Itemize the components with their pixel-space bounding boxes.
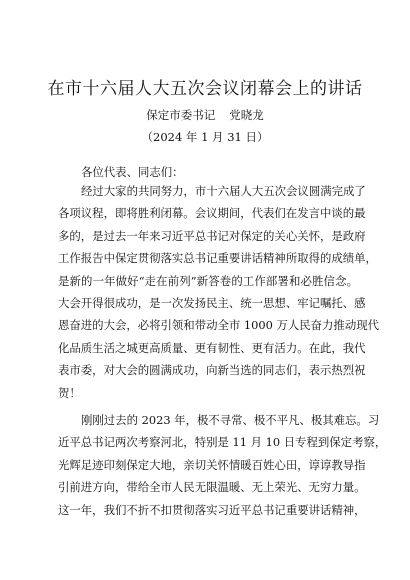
document-title: 在市十六届人大五次会议闭幕会上的讲话 bbox=[47, 79, 363, 99]
paragraph-line: 刚刚过去的 2023 年，极不寻常、极不平凡、极其难忘。习 bbox=[81, 413, 380, 427]
paragraph-line: 多的，是过去一年来习近平总书记对保定的关心关怀，是政府 bbox=[58, 228, 366, 243]
paragraph-1 bbox=[58, 180, 379, 404]
paragraph-2 bbox=[58, 409, 387, 521]
paragraph-line: 各项议程，即将胜利闭幕。会议期间，代表们在发言中谈的最 bbox=[58, 206, 366, 221]
paragraph-line: 化品质生活之城更高质量、更有韧性、更有活力。在此，我代 bbox=[58, 340, 366, 355]
paragraph-line: 表市委，对大会的圆满成功，向新当选的同志们，表示热烈祝 bbox=[58, 363, 366, 378]
author-role: 保定市委书记 bbox=[146, 108, 216, 122]
author-name: 党晓龙 bbox=[229, 108, 264, 122]
paragraph-line: 引前进方向，带给全市人民无限温暖、无上荣光、无穷力量。 bbox=[58, 480, 366, 495]
paragraph-line: 贺！ bbox=[58, 385, 81, 400]
paragraph-line: 经过大家的共同努力，市十六届人大五次会议圆满完成了 bbox=[81, 184, 366, 198]
paragraph-line: 工作报告中保定贯彻落实总书记重要讲话精神所取得的成绩单， bbox=[58, 251, 377, 266]
author-byline bbox=[0, 107, 410, 123]
paragraph-line: 大会开得很成功，是一次发扬民主、统一思想、牢记嘱托、感 bbox=[58, 296, 366, 311]
paragraph-line: 这一年，我们不折不扣贯彻落实习近平总书记重要讲话精神， bbox=[58, 502, 366, 517]
speech-date: （2024 年 1 月 31 日） bbox=[141, 130, 269, 144]
greeting: 各位代表、同志们： bbox=[81, 165, 184, 179]
paragraph-line: 光辉足迹印刻保定大地，亲切关怀情暖百姓心田，谆谆教导指 bbox=[58, 457, 366, 472]
paragraph-line: 是新的一年做好“走在前列”新答卷的工作部署和必胜信念。 bbox=[58, 273, 358, 288]
paragraph-line: 恩奋进的大会，必将引领和带动全市 1000 万人民奋力推动现代 bbox=[58, 318, 379, 333]
paragraph-line: 近平总书记两次考察河北，特别是 11 月 10 日专程到保定考察， bbox=[58, 435, 387, 450]
